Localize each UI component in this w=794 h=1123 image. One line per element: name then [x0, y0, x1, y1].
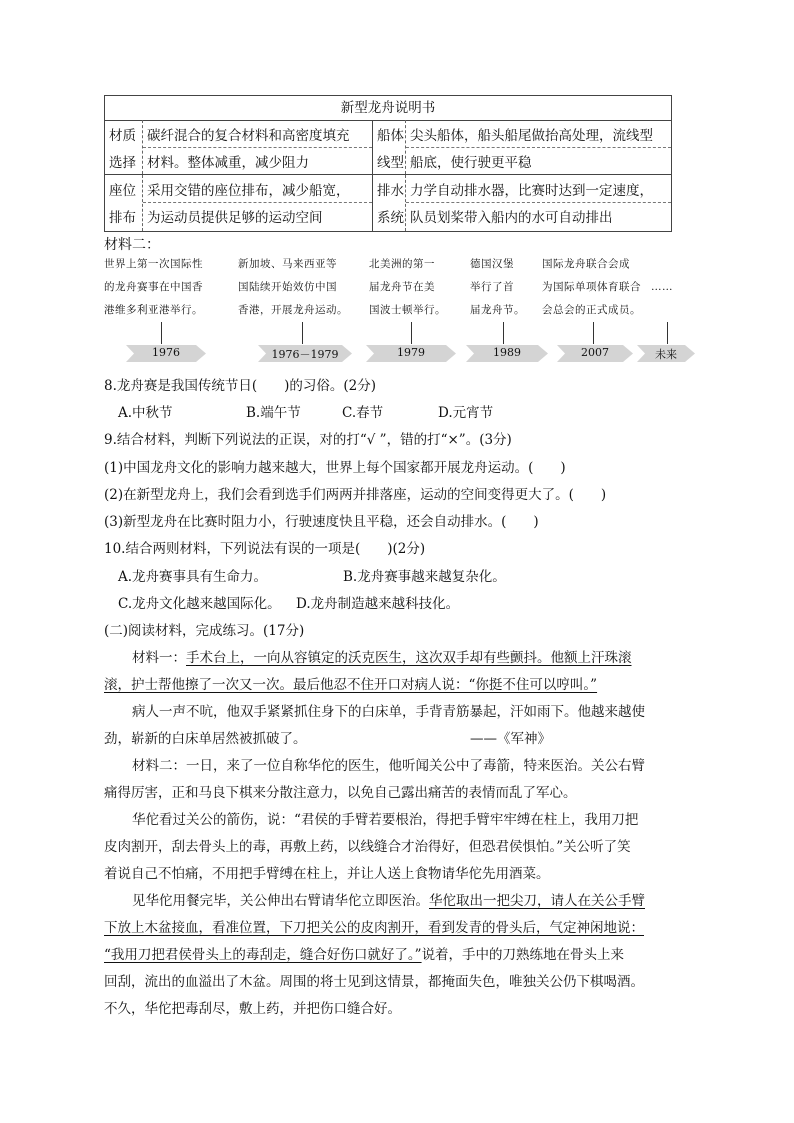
timeline-year-1976-1979: 1976－1979: [258, 345, 352, 362]
label-hull-2: 线型: [377, 155, 404, 171]
timeline-tick: [503, 322, 504, 344]
text-material-2: 材料。整体减重，减少阻力: [147, 155, 309, 171]
table-row: [105, 175, 671, 231]
passage-line: 回刮，流出的血溢出了木盆。周围的将士见到这情景，都掩面失色，唯独关公仍下棋喝酒。: [104, 974, 644, 990]
timeline-tick: [593, 322, 594, 344]
section-2-heading: (二)阅读材料，完成练习。(17分): [104, 623, 305, 639]
passage-line: 滚，护士帮他擦了一次又一次。最后他忍不住开口对病人说：“你挺不住可以哼叫。”: [104, 677, 598, 693]
text-drain-2: 队员划桨带入船内的水可自动排出: [410, 210, 613, 226]
timeline-ellipsis: ……: [651, 281, 673, 293]
passage-line: 劲，崭新的白床单居然被抓破了。: [104, 731, 307, 747]
text-drain: 力学自动排水器，比赛时达到一定速度，: [410, 183, 653, 199]
passage-line: 皮肉割开，刮去骨头上的毒，再敷上药，以线缝合才治得好，但恐君侯惧怕。”关公听了笑: [104, 839, 631, 855]
label-hull: 船体: [377, 128, 404, 144]
passage-line: 华佗看过关公的箭伤，说：“君侯的手臂若要根治，得把手臂牢牢缚在柱上，我用刀把: [132, 812, 639, 828]
passage-line: 病人一声不吭，他双手紧紧抓住身下的白床单，手背青筋暴起，汗如雨下。他越来越使: [132, 704, 645, 720]
q9-statement-3: (3)新型龙舟在比赛时阻力小，行驶速度快且平稳，还会自动排水。( ): [104, 514, 539, 530]
label-seat: 座位: [109, 183, 136, 199]
text-seat: 采用交错的座位排布，减少船宽，: [147, 183, 350, 199]
q10-option-c: C.龙舟文化越来越国际化。: [118, 596, 281, 612]
q10-option-b: B.龙舟赛事越来越复杂化。: [343, 569, 506, 585]
spec-table: [104, 95, 672, 232]
material-2-label: 材料二：: [104, 237, 160, 253]
passage-line: 下放上木盆接血，看准位置，下刀把关公的皮肉割开，看到发青的骨头后，气定神闲地说：: [104, 920, 644, 936]
passage-source: ——《军神》: [470, 731, 551, 747]
q8-option-c: C.春节: [342, 405, 384, 421]
q9-statement-1: (1)中国龙舟文化的影响力越来越大，世界上每个国家都开展龙舟运动。( ): [104, 460, 566, 476]
passage-line: 材料一：手术台上，一向从容镇定的沃克医生，这次双手却有些颤抖。他额上汗珠滚: [132, 650, 632, 666]
timeline-event-5: 国际龙舟联合会成 为国际单项体育联合 会总会的正式成员。: [542, 258, 641, 316]
timeline-tick: [411, 322, 412, 344]
q8-stem: 8.龙舟赛是我国传统节日( )的习俗。(2分): [104, 378, 377, 394]
timeline-event-3: 北美洲的第一 届龙舟节在美 国波士顿举行。: [369, 258, 446, 316]
label-material: 材质: [109, 128, 136, 144]
q9-statement-2: (2)在新型龙舟上，我们会看到选手们两两并排落座，运动的空间变得更大了。( ): [104, 487, 607, 503]
timeline-year-1989: 1989: [466, 345, 548, 362]
q10-option-a: A.龙舟赛事具有生命力。: [118, 569, 268, 585]
passage-line: 痛得厉害，正和马良下棋来分散注意力，以免自己露出痛苦的表情而乱了军心。: [104, 785, 577, 801]
label-drain-2: 系统: [377, 210, 404, 226]
table-title: 新型龙舟说明书: [105, 96, 671, 121]
label-seat-2: 排布: [109, 210, 136, 226]
text-hull-2: 船底，使行驶更平稳: [410, 155, 532, 171]
table-row: [105, 120, 671, 175]
q10-option-d: D.龙舟制造越来越科技化。: [296, 596, 460, 612]
timeline-event-1: 世界上第一次国际性 的龙舟赛事在中国香 港维多利亚港举行。: [104, 258, 203, 316]
q8-option-a: A.中秋节: [118, 405, 173, 421]
passage-line: “我用刀把君侯骨头上的毒刮走，缝合好伤口就好了。”说着，手中的刀熟练地在骨头上来: [104, 947, 625, 963]
q8-option-d: D.元宵节: [438, 405, 494, 421]
timeline-tick: [161, 322, 162, 344]
timeline-tick: [667, 322, 668, 344]
timeline-future: 未来: [637, 345, 695, 362]
timeline-year-1976: 1976: [126, 345, 206, 362]
label-material-2: 选择: [109, 155, 136, 171]
text-hull: 尖头船体，船头船尾做抬高处理，流线型: [410, 128, 653, 144]
passage-line: 不久，华佗把毒刮尽，敷上药，并把伤口缝合好。: [104, 1001, 401, 1017]
passage-line: 着说自己不怕痛，不用把手臂缚在柱上，并让人送上食物请华佗先用酒菜。: [104, 866, 550, 882]
timeline-year-2007: 2007: [557, 345, 633, 362]
q8-option-b: B.端午节: [246, 405, 301, 421]
text-material: 碳纤混合的复合材料和高密度填充: [147, 128, 350, 144]
label-drain: 排水: [377, 183, 404, 199]
timeline-event-4: 德国汉堡 举行了首 届龙舟节。: [470, 258, 525, 316]
q9-stem: 9.结合材料，判断下列说法的正误，对的打“√ ”，错的打“×”。(3分): [104, 432, 512, 448]
passage-line: 材料二：一日，来了一位自称华佗的医生，他听闻关公中了毒箭，特来医治。关公右臂: [132, 758, 645, 774]
timeline-tick: [302, 322, 303, 344]
q10-stem: 10.结合两则材料，下列说法有误的一项是( )(2分): [104, 541, 426, 557]
text-seat-2: 为运动员提供足够的运动空间: [147, 210, 323, 226]
timeline-year-1979: 1979: [366, 345, 456, 362]
timeline-event-2: 新加坡、马来西亚等 国陆续开始效仿中国 香港，开展龙舟运动。: [238, 258, 348, 316]
passage-line: 见华佗用餐完毕，关公伸出右臂请华佗立即医治。华佗取出一把尖刀，请人在关公手臂: [132, 893, 645, 909]
